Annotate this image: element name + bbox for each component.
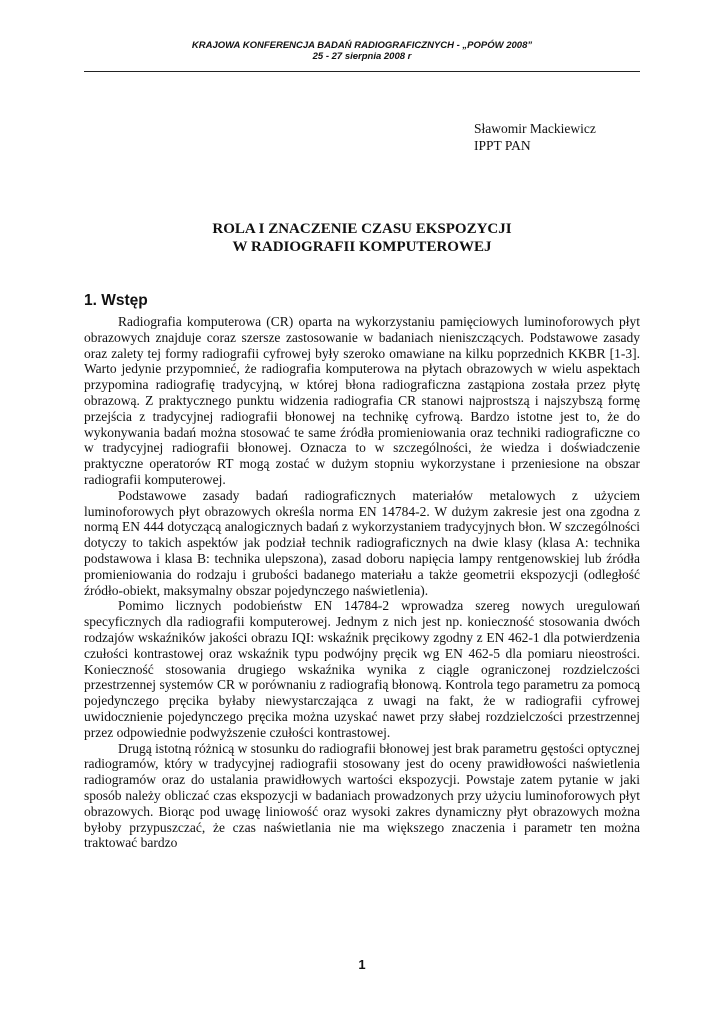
body-text: [84, 314, 640, 851]
header-conference-line: KRAJOWA KONFERENCJA BADAŃ RADIOGRAFICZNYCH - „POPÓW 2008”: [191, 40, 533, 51]
paper-title: [84, 220, 640, 256]
header-date-line: 25 - 27 sierpnia 2008 r: [312, 51, 412, 62]
paragraph: Pomimo licznych podobieństw EN 14784-2 wprowadza szereg nowych uregulowań specyficznych dla radiografii komputerowej. Jednym z nich jest np. konieczność stosowania dwóch rodzajów wskaźników jakości obrazu IQI: wskaźnik pręcikowy zgodny z EN 462-1 dla potwierdzenia czułości kontrastowej oraz wskaźnik typu podwójny pręcik wg EN 462-5 dla pomiaru nieostrości. Konieczność stosowania drugiego wskaźnika wynika z ciągle ograniczonej rozdzielczości przestrzennej systemów CR w porównaniu z radiografią błonową. Kontrola tego parametru za pomocą pojedynczego pręcika byłaby niewystarczająca z uwagi na fakt, że w radiografii cyfrowej uwidocznienie pojedynczego pręcika można uzyskać nawet przy słabej rozdzielczości przestrzennej przez odpowiednie podwyższenie czułości kontrastowej.: [84, 598, 640, 740]
page-number: 1: [358, 957, 366, 972]
header-divider: [84, 71, 640, 72]
section-heading: 1. Wstęp: [84, 292, 148, 309]
title-line-1: ROLA I ZNACZENIE CZASU EKSPOZYCJI: [212, 221, 512, 237]
title-line-2: W RADIOGRAFII KOMPUTEROWEJ: [232, 239, 492, 255]
paragraph: Podstawowe zasady badań radiograficznych materiałów metalowych z użyciem luminoforowych płyt obrazowych określa norma EN 14784-2. W dużym zakresie jest ona zgodna z normą EN 444 dotyczącą analogicznych badań z wykorzystaniem tradycyjnych błon. W szczególności dotyczy to takich aspektów jak podział technik radiograficznych na dwie klasy (klasa A: technika podstawowa i klasa B: technika ulepszona), zasad doboru napięcia lampy rentgenowskiej lub źródła promieniowania do rodzaju i grubości badanego materiału a także geometrii ekspozycji (odległość źródło-obiekt, maksymalny obszar pojedynczego naświetlenia).: [84, 487, 640, 598]
author-name: Sławomir Mackiewicz: [474, 121, 596, 136]
paragraph: Drugą istotną różnicą w stosunku do radiografii błonowej jest brak parametru gęstości optycznej radiogramów, który w tradycyjnej radiografii stosowany jest do oceny prawidłowości naświetlenia radiogramów oraz do ustalania prawidłowych wartości ekspozycji. Powstaje zatem pytanie w jaki sposób należy obliczać czas ekspozycji w badaniach prowadzonych przy użyciu luminoforowych płyt obrazowych. Biorąc pod uwagę liniowość oraz wysoki zakres dynamiczny płyt obrazowych można byłoby przypuszczać, że czas naświetlania nie ma większego znaczenia i parametr ten można traktować bardzo: [84, 740, 640, 851]
running-header: [84, 40, 640, 62]
paragraph: Radiografia komputerowa (CR) oparta na wykorzystaniu pamięciowych luminoforowych płyt obrazowych znajduje coraz szersze zastosowanie w badaniach nieniszczących. Podstawowe zasady oraz zalety tej formy radiografii cyfrowej były szeroko omawiane na kilku poprzednich KKBR [1-3]. Warto jedynie przypomnieć, że radiografia komputerowa na płytach obrazowych w wielu aspektach przypomina radiografię tradycyjną, w której błona radiograficzna zastąpiona została przez płytę obrazową. Z praktycznego punktu widzenia radiografia CR stanowi najprostszą i najszybszą formę przejścia z tradycyjnej radiografii błonowej na technikę cyfrową. Bardzo istotne jest to, że do wykonywania badań można stosować te same źródła promieniowania oraz techniki radiograficzne co w tradycyjnej radiografii błonowej. Oznacza to w szczególności, że wiedza i doświadczenie praktyczne operatorów RT mogą zostać w dużym stopniu wykorzystane i przeniesione na obszar radiografii komputerowej.: [84, 314, 640, 487]
author-affiliation: IPPT PAN: [474, 138, 531, 153]
author-block: [474, 120, 596, 154]
